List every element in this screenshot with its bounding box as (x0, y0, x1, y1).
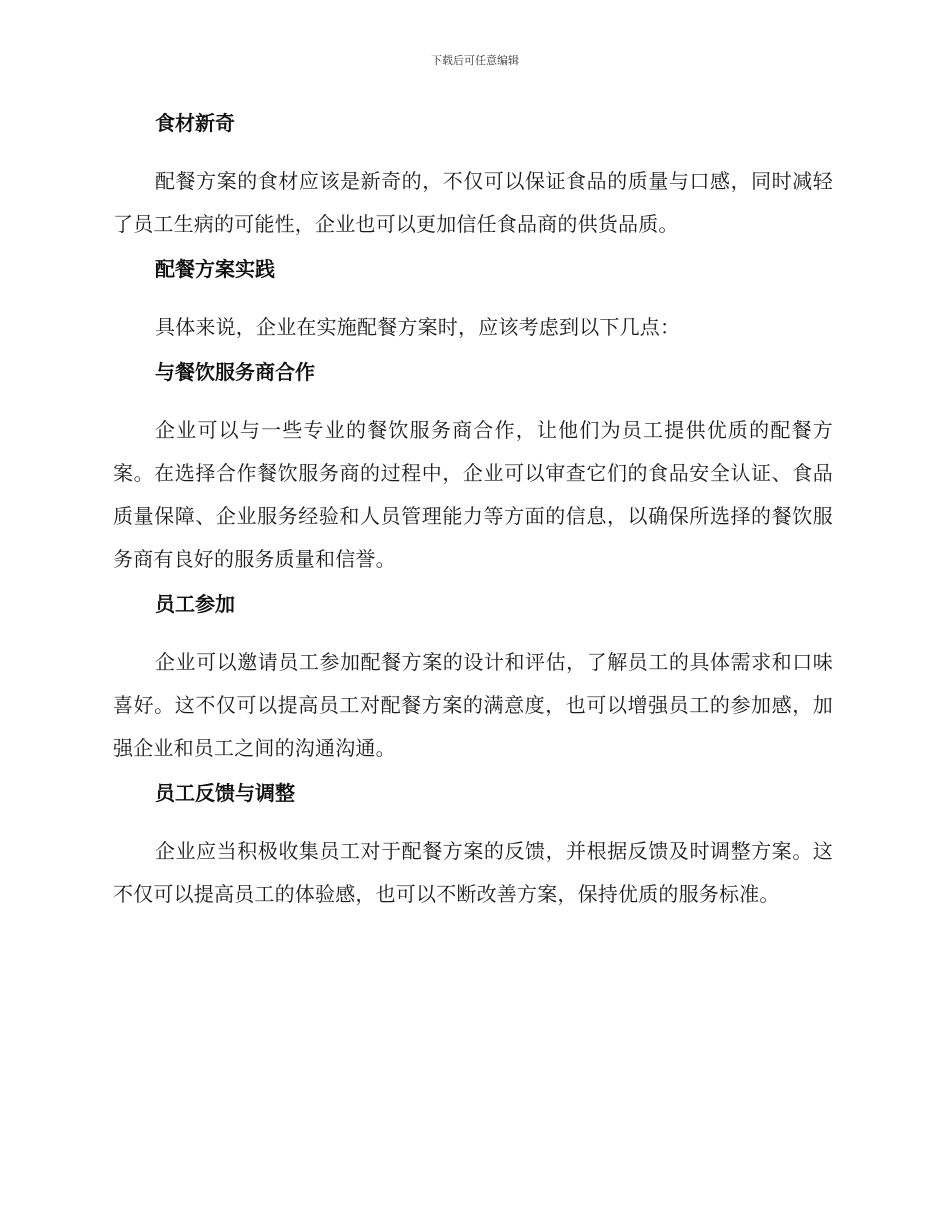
section-meal-plan-practice (113, 254, 833, 349)
section-paragraph: 配餐方案的食材应该是新奇的，不仅可以保证食品的质量与口感，同时减轻了员工生病的可能性，企业也可以更加信任食品商的供货品质。 (113, 169, 833, 236)
section-food-novelty (113, 108, 833, 246)
section-paragraph: 具体来说，企业在实施配餐方案时，应该考虑到以下几点： (155, 315, 681, 339)
document-body (113, 108, 833, 924)
section-heading: 食材新奇 (155, 111, 235, 135)
section-paragraph: 企业可以与一些专业的餐饮服务商合作，让他们为员工提供优质的配餐方案。在选择合作餐饮服务商的过程中，企业可以审查它们的食品安全认证、食品质量保障、企业服务经验和人员管理能力等方面的信息，以确保所选择的餐饮服务商有良好的服务质量和信誉。 (113, 418, 833, 571)
section-paragraph: 企业可以邀请员工参加配餐方案的设计和评估，了解员工的具体需求和口味喜好。这不仅可以提高员工对配餐方案的满意度，也可以增强员工的参加感，加强企业和员工之间的沟通沟通。 (113, 650, 833, 760)
section-catering-partner (113, 357, 833, 581)
section-heading: 员工反馈与调整 (155, 781, 295, 805)
section-heading: 员工参加 (155, 592, 235, 616)
section-heading: 与餐饮服务商合作 (155, 360, 315, 384)
page-header-note: 下载后可任意编辑 (431, 54, 519, 67)
section-feedback-adjustment (113, 778, 833, 916)
section-employee-participation (113, 589, 833, 770)
section-heading: 配餐方案实践 (155, 257, 275, 281)
section-paragraph: 企业应当积极收集员工对于配餐方案的反馈，并根据反馈及时调整方案。这不仅可以提高员工的体验感，也可以不断改善方案，保持优质的服务标准。 (113, 839, 833, 906)
